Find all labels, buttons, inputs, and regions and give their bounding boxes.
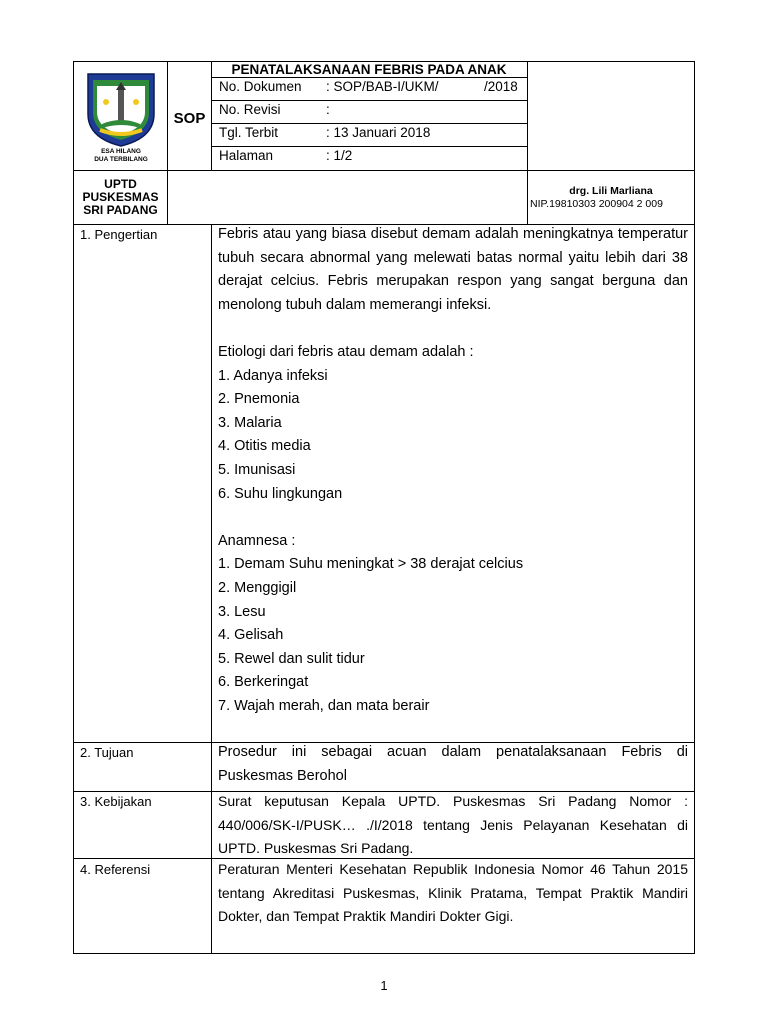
list-item: 2. Pnemonia bbox=[218, 391, 300, 408]
logo-motto-line-1: ESA HILANG bbox=[101, 148, 141, 155]
section-label-kebijakan: 3. Kebijakan bbox=[80, 794, 152, 809]
section-content-pengertian bbox=[218, 223, 688, 718]
sop-label: SOP bbox=[173, 110, 206, 127]
section-content-tujuan: Prosedur ini sebagai acuan dalam penatalaksanaan Febris di Puskesmas Berohol bbox=[218, 744, 688, 784]
list-item: 6. Berkeringat bbox=[218, 674, 309, 691]
section-content-referensi: Peraturan Menteri Kesehatan Republik Indonesia Nomor 46 Tahun 2015 tentang Akreditasi Puskesmas, Klinik Pratama, Tempat Praktik Mandiri Dokter, dan Tempat Praktik Mandiri Dokter Gigi. bbox=[218, 861, 688, 925]
etiologi-title: Etiologi dari febris atau demam adalah : bbox=[218, 343, 474, 360]
signatory-name: drg. Lili Marliana bbox=[569, 185, 653, 197]
list-item: 6. Suhu lingkungan bbox=[218, 485, 343, 502]
meta-value-revision: : bbox=[326, 102, 330, 117]
section-label-referensi: 4. Referensi bbox=[80, 862, 151, 877]
meta-label-document: No. Dokumen bbox=[219, 79, 302, 94]
meta-label-revision: No. Revisi bbox=[219, 102, 281, 117]
organization-line-2: PUSKESMAS bbox=[82, 190, 159, 204]
section-label-tujuan: 2. Tujuan bbox=[80, 745, 134, 760]
list-item: 1. Demam Suhu meningkat > 38 derajat celcius bbox=[218, 556, 524, 573]
meta-label-issue-date: Tgl. Terbit bbox=[219, 125, 279, 140]
signatory-nip: NIP.19810303 200904 2 009 bbox=[530, 198, 663, 210]
list-item: 4. Otitis media bbox=[218, 438, 311, 455]
meta-value-document: : SOP/BAB-I/UKM/ bbox=[326, 79, 439, 94]
logo-motto-line-2: DUA TERBILANG bbox=[94, 156, 148, 163]
shield-emblem-icon bbox=[82, 68, 160, 148]
meta-label-page: Halaman bbox=[219, 148, 274, 163]
list-item: 5. Imunisasi bbox=[218, 461, 296, 478]
section-label-pengertian: 1. Pengertian bbox=[80, 227, 158, 242]
list-item: 2. Menggigil bbox=[218, 579, 297, 596]
meta-value-issue-date: : 13 Januari 2018 bbox=[326, 125, 431, 140]
meta-value-page: : 1/2 bbox=[326, 148, 353, 163]
list-item: 3. Malaria bbox=[218, 414, 282, 431]
page-number: 1 bbox=[380, 978, 388, 993]
document-title: PENATALAKSANAAN FEBRIS PADA ANAK bbox=[231, 62, 507, 77]
list-item: 7. Wajah merah, dan mata berair bbox=[218, 697, 430, 714]
organization-name bbox=[74, 178, 167, 217]
definition-paragraph: Febris atau yang biasa disebut demam adalah meningkatnya temperatur tubuh secara abnormal yang melewati batas normal yaitu lebih dari 38 derajat celcius. Febris merupakan respon yang sangat berguna dan menolong tubuh dalam memerangi infeksi. bbox=[218, 226, 688, 313]
organization-line-3: SRI PADANG bbox=[83, 203, 158, 217]
anamnesa-title: Anamnesa : bbox=[218, 532, 296, 549]
list-item: 3. Lesu bbox=[218, 603, 266, 620]
puskesmas-logo bbox=[82, 68, 160, 164]
list-item: 5. Rewel dan sulit tidur bbox=[218, 650, 365, 667]
section-content-kebijakan: Surat keputusan Kepala UPTD. Puskesmas Sri Padang Nomor : 440/006/SK-I/PUSK… ./I/2018 tentang Jenis Pelayanan Kesehatan di UPTD. Puskesmas Sri Padang. bbox=[218, 793, 688, 857]
meta-value-document-year: /2018 bbox=[484, 79, 518, 94]
list-item: 1. Adanya infeksi bbox=[218, 367, 328, 384]
organization-line-1: UPTD bbox=[104, 177, 137, 191]
list-item: 4. Gelisah bbox=[218, 627, 284, 644]
